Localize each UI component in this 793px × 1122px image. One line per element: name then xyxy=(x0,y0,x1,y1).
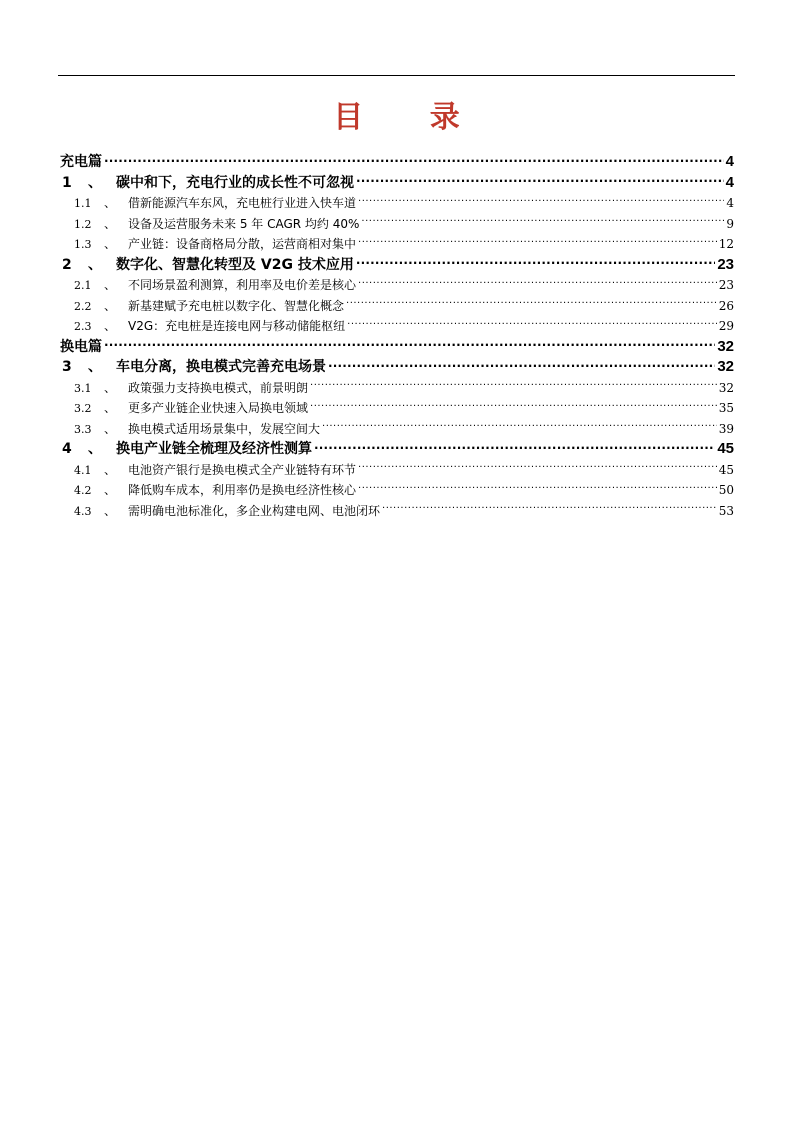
toc-leader xyxy=(310,400,717,412)
toc-entry[interactable] xyxy=(58,460,734,481)
toc-entry[interactable] xyxy=(58,419,734,440)
toc-entry-page: 4 xyxy=(725,153,734,170)
toc-entry-separator: 、 xyxy=(104,380,117,395)
header-rule xyxy=(58,75,735,76)
toc-entry-title: 换电篇 xyxy=(60,338,102,355)
toc-entry-separator: 、 xyxy=(104,237,117,251)
toc-entry-separator: 、 xyxy=(88,256,102,273)
toc-leader xyxy=(314,439,715,453)
toc-entry-title: 新基建赋予充电桩以数字化、智慧化概念 xyxy=(128,298,345,313)
toc-leader xyxy=(358,236,717,248)
toc-entry-page: 32 xyxy=(718,380,734,395)
toc-entry-page: 50 xyxy=(718,483,734,497)
toc-entry-number: 1.2 xyxy=(74,217,92,231)
toc-entry-number: 3.1 xyxy=(74,381,92,395)
toc-entry-page: 45 xyxy=(718,462,734,477)
toc-entry-title: 换电模式适用场景集中，发展空间大 xyxy=(128,421,321,436)
toc-entry-number: 2.1 xyxy=(74,279,92,292)
toc-entry-title: 政策强力支持换电模式，前景明朗 xyxy=(128,380,309,395)
toc-entry-separator: 、 xyxy=(88,174,102,191)
toc-entry-page: 32 xyxy=(717,358,734,375)
toc-entry[interactable] xyxy=(58,357,734,378)
toc-entry-title: 产业链：设备商格局分散，运营商相对集中 xyxy=(128,237,357,251)
toc-entry-title: 充电篇 xyxy=(60,154,102,170)
toc-entry-separator: 、 xyxy=(104,483,117,497)
toc-leader xyxy=(322,421,717,433)
toc-entry-title: 降低购车成本，利用率仍是换电经济性核心 xyxy=(128,483,357,497)
toc-entry-page: 32 xyxy=(717,337,734,355)
toc-entry-number: 4.3 xyxy=(74,504,92,518)
toc-entry-page: 53 xyxy=(718,503,734,518)
toc-entry-title: 数字化、智慧化转型及 V2G 技术应用 xyxy=(116,256,354,273)
toc-leader xyxy=(358,462,717,474)
toc-entry[interactable] xyxy=(58,152,734,173)
toc-leader xyxy=(358,277,717,289)
toc-entry-title: 需明确电池标准化，多企业构建电网、电池闭环 xyxy=(128,503,381,518)
toc-entry[interactable] xyxy=(58,193,734,214)
toc-entry-title: 换电产业链全梳理及经济性测算 xyxy=(116,441,312,457)
toc-entry-separator: 、 xyxy=(104,401,117,415)
toc-leader xyxy=(347,318,717,330)
toc-entry-separator: 、 xyxy=(88,441,102,457)
toc-leader xyxy=(356,255,715,269)
toc-entry-title: 设备及运营服务未来 5 年 CAGR 均约 40% xyxy=(128,216,360,231)
toc-entry-title: 更多产业链企业快速入局换电领域 xyxy=(128,401,309,415)
toc-entry-page: 45 xyxy=(717,440,734,457)
toc-entry-number: 2.3 xyxy=(74,320,92,333)
toc-leader xyxy=(358,482,717,494)
toc-entry-separator: 、 xyxy=(104,462,117,477)
toc-entry[interactable] xyxy=(58,480,734,501)
toc-leader xyxy=(356,173,724,187)
toc-entry[interactable] xyxy=(58,214,734,235)
toc-leader xyxy=(358,195,724,207)
toc-leader xyxy=(104,337,715,351)
toc-entry-page: 4 xyxy=(725,173,734,191)
toc-leader xyxy=(361,216,724,228)
toc-entry[interactable] xyxy=(58,173,734,194)
toc-leader xyxy=(328,357,715,371)
toc-entry-number: 4.2 xyxy=(74,484,92,497)
toc-entry[interactable] xyxy=(58,501,734,522)
toc-entry-page: 29 xyxy=(718,319,734,333)
toc-entry[interactable] xyxy=(58,316,734,337)
toc-entry-number: 4.1 xyxy=(74,463,92,477)
toc-entry-page: 26 xyxy=(718,298,734,313)
toc-entry-number: 3 xyxy=(62,359,72,375)
toc-entry[interactable] xyxy=(58,337,734,358)
toc-entry[interactable] xyxy=(58,296,734,317)
toc-entry-separator: 、 xyxy=(88,359,102,375)
toc-entry-number: 3.2 xyxy=(74,402,92,415)
toc-entry-page: 9 xyxy=(726,216,734,231)
toc-entry-separator: 、 xyxy=(104,319,117,333)
toc-entry-page: 12 xyxy=(718,237,734,251)
toc-entry-separator: 、 xyxy=(104,503,117,518)
toc-entry-title: 电池资产银行是换电模式全产业链特有环节 xyxy=(128,462,357,477)
toc-entry[interactable] xyxy=(58,275,734,296)
toc-entry-separator: 、 xyxy=(104,421,117,436)
toc-entry-page: 23 xyxy=(718,278,734,292)
toc-entry-number: 2 xyxy=(62,256,72,273)
toc-entry-page: 39 xyxy=(718,421,734,436)
table-of-contents xyxy=(58,152,734,521)
toc-entry[interactable] xyxy=(58,439,734,460)
toc-entry-title: V2G：充电桩是连接电网与移动储能枢纽 xyxy=(128,319,346,333)
toc-entry-title: 碳中和下，充电行业的成长性不可忽视 xyxy=(116,174,354,191)
toc-entry-number: 1 xyxy=(62,174,72,191)
toc-entry-number: 1.3 xyxy=(74,238,92,251)
toc-title: 目 录 xyxy=(333,100,488,135)
toc-entry-title: 不同场景盈利测算，利用率及电价差是核心 xyxy=(128,278,357,292)
toc-entry-title: 借新能源汽车东风，充电桩行业进入快车道 xyxy=(128,196,357,210)
toc-entry[interactable] xyxy=(58,234,734,255)
toc-entry-title: 车电分离，换电模式完善充电场景 xyxy=(116,359,326,375)
toc-entry[interactable] xyxy=(58,378,734,399)
toc-leader xyxy=(310,380,717,392)
toc-entry[interactable] xyxy=(58,398,734,419)
toc-entry-separator: 、 xyxy=(104,196,117,210)
toc-leader xyxy=(346,298,717,310)
toc-leader xyxy=(104,152,724,166)
toc-leader xyxy=(382,503,717,515)
toc-entry-page: 35 xyxy=(718,401,734,415)
toc-entry[interactable] xyxy=(58,255,734,276)
toc-entry-page: 23 xyxy=(717,255,734,273)
toc-entry-number: 2.2 xyxy=(74,299,92,313)
toc-entry-page: 4 xyxy=(726,196,734,210)
toc-entry-separator: 、 xyxy=(104,278,117,292)
toc-entry-number: 3.3 xyxy=(74,422,92,436)
toc-entry-separator: 、 xyxy=(104,298,117,313)
toc-entry-number: 4 xyxy=(62,441,72,457)
toc-entry-number: 1.1 xyxy=(74,197,92,210)
toc-entry-separator: 、 xyxy=(104,216,117,231)
